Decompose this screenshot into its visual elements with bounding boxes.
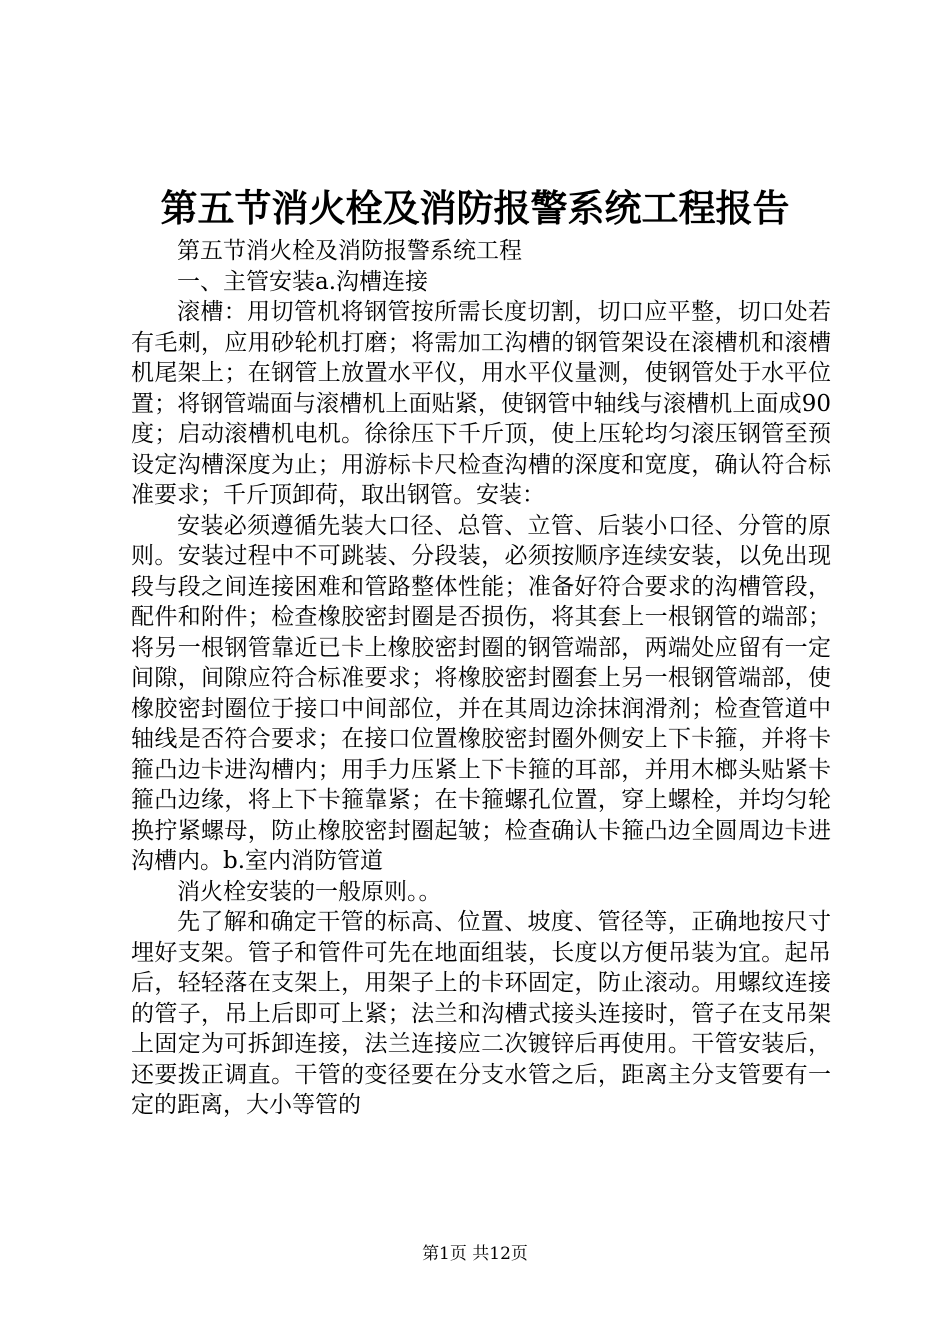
- page-footer: 第1页 共12页: [422, 1244, 528, 1264]
- paragraph-grooving: 滚槽：用切管机将钢管按所需长度切割，切口应平整，切口处若有毛刺，应用砂轮机打磨；将需加工沟槽的钢管架设在滚槽机和滚槽机尾架上；在钢管上放置水平仪，用水平仪量测，使钢管处于水平位置；将钢管端面与滚槽机上面贴紧，使钢管中轴线与滚槽机上面成90度；启动滚槽机电机。徐徐压下千斤顶，使上压轮均匀滚压钢管至预设定沟槽深度为止；用游标卡尺检查沟槽的深度和宽度，确认符合标准要求；千斤顶卸荷，取出钢管。安装：: [131, 299, 831, 508]
- paragraph-installation: 安装必须遵循先装大口径、总管、立管、后装小口径、分管的原则。安装过程中不可跳装、分段装，必须按顺序连续安装，以免出现段与段之间连接困难和管路整体性能；准备好符合要求的沟槽管段，配件和附件；检查橡胶密封圈是否损伤，将其套上一根钢管的端部；将另一根钢管靠近已卡上橡胶密封圈的钢管端部，两端处应留有一定间隙，间隙应符合标准要求；将橡胶密封圈套上另一根钢管端部，使橡胶密封圈位于接口中间部位，并在其周边涂抹润滑剂；检查管道中轴线是否符合要求；在接口位置橡胶密封圈外侧安上下卡箍，并将卡箍凸边卡进沟槽内；用手力压紧上下卡箍的耳部，并用木榔头贴紧卡箍凸边缘，将上下卡箍靠紧；在卡箍螺孔位置，穿上螺栓，并均匀轮换拧紧螺母，防止橡胶密封圈起皱；检查确认卡箍凸边全圆周边卡进沟槽内。b.室内消防管道: [131, 512, 831, 874]
- paragraph-hydrant-principle: 消火栓安装的一般原则。。: [177, 878, 442, 905]
- paragraph-section-heading: 一、主管安装a.沟槽连接: [177, 268, 429, 295]
- document-body: [131, 236, 831, 1121]
- paragraph-main-pipe: 先了解和确定干管的标高、位置、坡度、管径等，正确地按尺寸埋好支架。管子和管件可先在地面组装，长度以方便吊装为宜。起吊后，轻轻落在支架上，用架子上的卡环固定，防止滚动。用螺纹连接的管子，吊上后即可上紧；法兰和沟槽式接头连接时，管子在支吊架上固定为可拆卸连接，法兰连接应二次镀锌后再使用。干管安装后，还要拨正调直。干管的变径要在分支水管之后，距离主分支管要有一定的距离，大小等管的: [131, 909, 831, 1118]
- document-title: 第五节消火栓及消防报警系统工程报告: [160, 186, 790, 230]
- paragraph-subtitle: 第五节消火栓及消防报警系统工程: [177, 238, 522, 264]
